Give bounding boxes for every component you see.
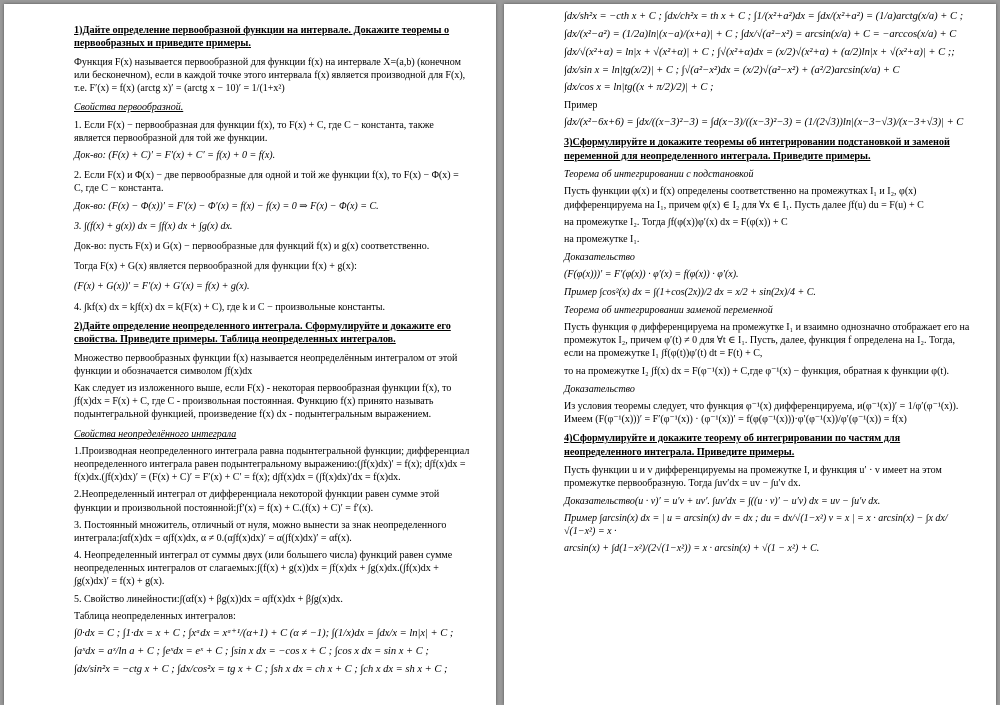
paragraph: Из условия теоремы следует, что функция φ⁻¹(x) дифференцируема, и(φ⁻¹(x))′ = 1/φ′(φ⁻¹(x)). Имеем (F(φ⁻¹(x)))′ = F′(φ⁻¹(x)) · (φ⁻¹(x))′ = f(φ(φ⁻¹(x)))·φ′(φ⁻¹(x))/φ′(φ⁻¹(x)) = f(x)	[564, 400, 959, 426]
integral-table-row: ∫dx/sin²x = −ctg x + C ; ∫dx/cos²x = tg x + C ; ∫sh x dx = ch x + C ; ∫ch x dx = sh x + C ;	[74, 663, 448, 675]
formula-line: Пример ∫arcsin(x) dx = | u = arcsin(x) dv = dx ; du = dx/√(1−x²) v = x | = x · arcsin(x) − ∫x dx/√(1−x²) = x ·	[564, 512, 948, 537]
paragraph: Функция F(x) называется первообразной для функции f(x) на интервале X=(a,b) (конечном или бесконечном), если в каждой точке этого интервала f(x) является производной для F(x), т.е. F′(x) = f(x) (arctg x)′ = (arctg x − 10)′ = 1/(1+x²)	[74, 56, 466, 95]
integral-table-row: ∫dx/√(x²+α) = ln|x + √(x²+α)| + C ; ∫√(x²+α)dx = (x/2)√(x²+α) + (α/2)ln|x + √(x²+α)| + C ;;	[564, 46, 955, 58]
paragraph: Тогда F(x) + G(x) является первообразной для функции f(x) + g(x):	[74, 261, 357, 273]
subheading-proof: Доказательство	[564, 252, 635, 264]
paragraph: то на промежутке I₂ ∫f(x) dx = F(φ⁻¹(x)) + C,где φ⁻¹(x) − функция, обратная к функции φ(t).	[564, 365, 950, 377]
formula-line: Пример ∫cos²(x) dx = ∫(1+cos(2x))/2 dx = x/2 + sin(2x)/4 + C.	[564, 286, 816, 298]
example-label: Пример	[564, 100, 598, 112]
paragraph: на промежутке I₁.	[564, 234, 640, 245]
paragraph: 2. Если F(x) и Φ(x) − две первообразные для одной и той же функции f(x), то F(x) − Φ(x) = C, где C − константа.	[74, 170, 459, 195]
section-heading-4: 4)Сформулируйте и докажите теорему об интегрировании по частям для неопределенного интеграла. Приведите примеры.	[564, 433, 901, 458]
paragraph: Как следует из изложенного выше, если F(x) - некоторая первообразная функции f(x), то ∫f(x)dx = F(x) + C, где C - произвольная постоянная. Функцию f(x) принято называть подынтегральной функцией, произведение f(x) dx - подынтегральным выражением.	[74, 383, 452, 421]
subheading-change-of-variable-theorem: Теорема об интегрировании заменой переменной	[564, 304, 773, 316]
subheading-proof: Доказательство	[564, 383, 635, 395]
formula-line: ∫dx/(x²−6x+6) = ∫dx/((x−3)²−3) = ∫d(x−3)/((x−3)²−3) = (1/(2√3))ln|(x−3−√3)/(x−3+√3)| + C	[564, 117, 964, 129]
subheading-integral-properties: Свойства неопределённого интеграла	[74, 428, 237, 440]
paragraph: 2.Неопределенный интеграл от дифференциала некоторой функции равен сумме этой функции и произвольной постоянной:∫f′(x) = f(x) + C.(f(x) + C)′ = f′(x).	[74, 489, 440, 514]
paragraph: Таблица неопределенных интегралов:	[74, 610, 236, 622]
paragraph: 4. ∫kf(x) dx = k∫f(x) dx = k(F(x) + C), где k и C − произвольные константы.	[74, 301, 385, 313]
integral-table-row: ∫dx/sh²x = −cth x + C ; ∫dx/ch²x = th x + C ; ∫1/(x²+a²)dx = ∫dx/(x²+a²) = (1/a)arctg(x/a) + C ;	[564, 11, 964, 22]
paragraph: 5. Свойство линейности:∫(αf(x) + βg(x))dx = α∫f(x)dx + β∫g(x)dx.	[74, 593, 343, 605]
formula-line: (F(x) + G(x))′ = F′(x) + G′(x) = f(x) + g(x).	[74, 281, 250, 293]
paragraph: 1.Производная неопределенного интеграла равна подынтегральной функции; дифференциал неопределенного интеграла равен подынтегральному выражению:(∫f(x)dx)′ = f(x); d∫f(x)dx = f(x)dx.(∫f(x)dx)′ = (F(x) + C)′ = F′(x) + C′ = f(x); d∫f(x)dx = (∫f(x)dx)′dx = f(x)dx.	[74, 445, 470, 484]
section-heading-1: 1)Дайте определение первообразной функции на интервале. Докажите теоремы о первообразных и приведите примеры.	[74, 25, 450, 50]
formula-line: Док-во: (F(x) + C)′ = F′(x) + C′ = f(x) + 0 = f(x).	[74, 150, 276, 162]
integral-table-row: ∫dx/(x²−a²) = (1/2a)ln|(x−a)/(x+a)| + C ; ∫dx/√(a²−x²) = arcsin(x/a) + C = −arccos(x/a) + C	[564, 28, 957, 40]
integral-table-row: ∫aˣdx = aˣ/ln a + C ; ∫eˣdx = eˣ + C ; ∫sin x dx = −cos x + C ; ∫cos x dx = sin x + C ;	[74, 645, 429, 657]
paragraph: Множество первообразных функции f(x) называется неопределённым интегралом от этой функции и обозначается символом ∫f(x)dx	[74, 352, 458, 377]
subheading-substitution-theorem: Теорема об интегрировании с подстановкой	[564, 169, 754, 181]
paragraph: на промежутке I₂. Тогда ∫f(φ(x))φ′(x) dx = F(φ(x)) + C	[564, 216, 788, 228]
document-page-left	[4, 4, 496, 705]
formula-line: (F(φ(x)))′ = F′(φ(x)) · φ′(x) = f(φ(x)) · φ′(x).	[564, 269, 739, 281]
integral-table-row: ∫dx/cos x = ln|tg((x + π/2)/2)| + C ;	[564, 82, 714, 94]
paragraph: Док-во: пусть F(x) и G(x) − первообразные для функций f(x) и g(x) соответственно.	[74, 240, 430, 252]
document-page-right	[504, 4, 996, 705]
integral-table-row: ∫dx/sin x = ln|tg(x/2)| + C ; ∫√(a²−x²)dx = (x/2)√(a²−x²) + (a²/2)arcsin(x/a) + C	[564, 64, 900, 76]
paragraph: 4. Неопределенный интеграл от суммы двух (или большего числа) функций равен сумме неопределенных интегралов от слагаемых:∫(f(x) + g(x))dx = ∫f(x)dx + ∫g(x)dx.(∫f(x)dx + ∫g(x)dx)′ = f(x) + g(x).	[74, 550, 453, 588]
formula-line: 3. ∫(f(x) + g(x)) dx = ∫f(x) dx + ∫g(x) dx.	[74, 220, 233, 232]
section-heading-2: 2)Дайте определение неопределенного интеграла. Сформулируйте и докажите его свойства. Приведите примеры. Таблица неопределенных интегралов.	[74, 320, 451, 346]
paragraph: 1. Если F(x) − первообразная для функции f(x), то F(x) + C, где C − константа, также является первообразной для той же функции.	[74, 119, 434, 144]
formula-line: Док-во: (F(x) − Φ(x))′ = F′(x) − Φ′(x) = f(x) − f(x) = 0 ⇒ F(x) − Φ(x) = C.	[74, 200, 379, 212]
subheading-antiderivative-properties: Свойства первообразной.	[74, 102, 184, 114]
formula-line: Доказательство(u · v)′ = u′v + uv′. ∫uv′dx = ∫((u · v)′ − u′v) dx = uv − ∫u′v dx.	[564, 495, 881, 507]
paragraph: Пусть функция φ дифференцируема на промежутке I₁ и взаимно однозначно отображает его на промежуток I₂, причем φ′(t) ≠ 0 для ∀t ∈ I₁. Пусть, далее, функция f определена на I₂. Тогда, если на промежутке I₁ ∫f(φ(t))φ′(t) dt = F(t) + C,	[564, 321, 970, 360]
paragraph: Пусть функции φ(x) и f(x) определены соответственно на промежутках I₁ и I₂, φ(x) дифференцируема на I₁, причем φ(x) ∈ I₂ для ∀x ∈ I₁. Пусть далее ∫f(u) du = F(u) + C	[564, 186, 924, 211]
paragraph: Пусть функции u и v дифференцируемы на промежутке I, и функция u′ · v имеет на этом промежутке первообразную. Тогда ∫uv′dx = uv − ∫u′v dx.	[564, 465, 942, 490]
paragraph: 3. Постоянный множитель, отличный от нуля, можно вынести за знак неопределенного интеграла:∫αf(x)dx = α∫f(x)dx, α ≠ 0.(α∫f(x)dx)′ = α(∫f(x)dx)′ = αf(x).	[74, 519, 447, 544]
section-heading-3: 3)Сформулируйте и докажите теоремы об интегрировании подстановкой и заменой переменной для неопределенного интеграла. Приведите примеры.	[564, 137, 950, 162]
formula-line: arcsin(x) + ∫d(1−x²)/(2√(1−x²)) = x · arcsin(x) + √(1 − x²) + C.	[564, 543, 820, 555]
integral-table-row: ∫0·dx = C ; ∫1·dx = x + C ; ∫xᵅdx = xᵅ⁺¹/(α+1) + C (α ≠ −1); ∫(1/x)dx = ∫dx/x = ln|x| + C ;	[74, 628, 454, 639]
